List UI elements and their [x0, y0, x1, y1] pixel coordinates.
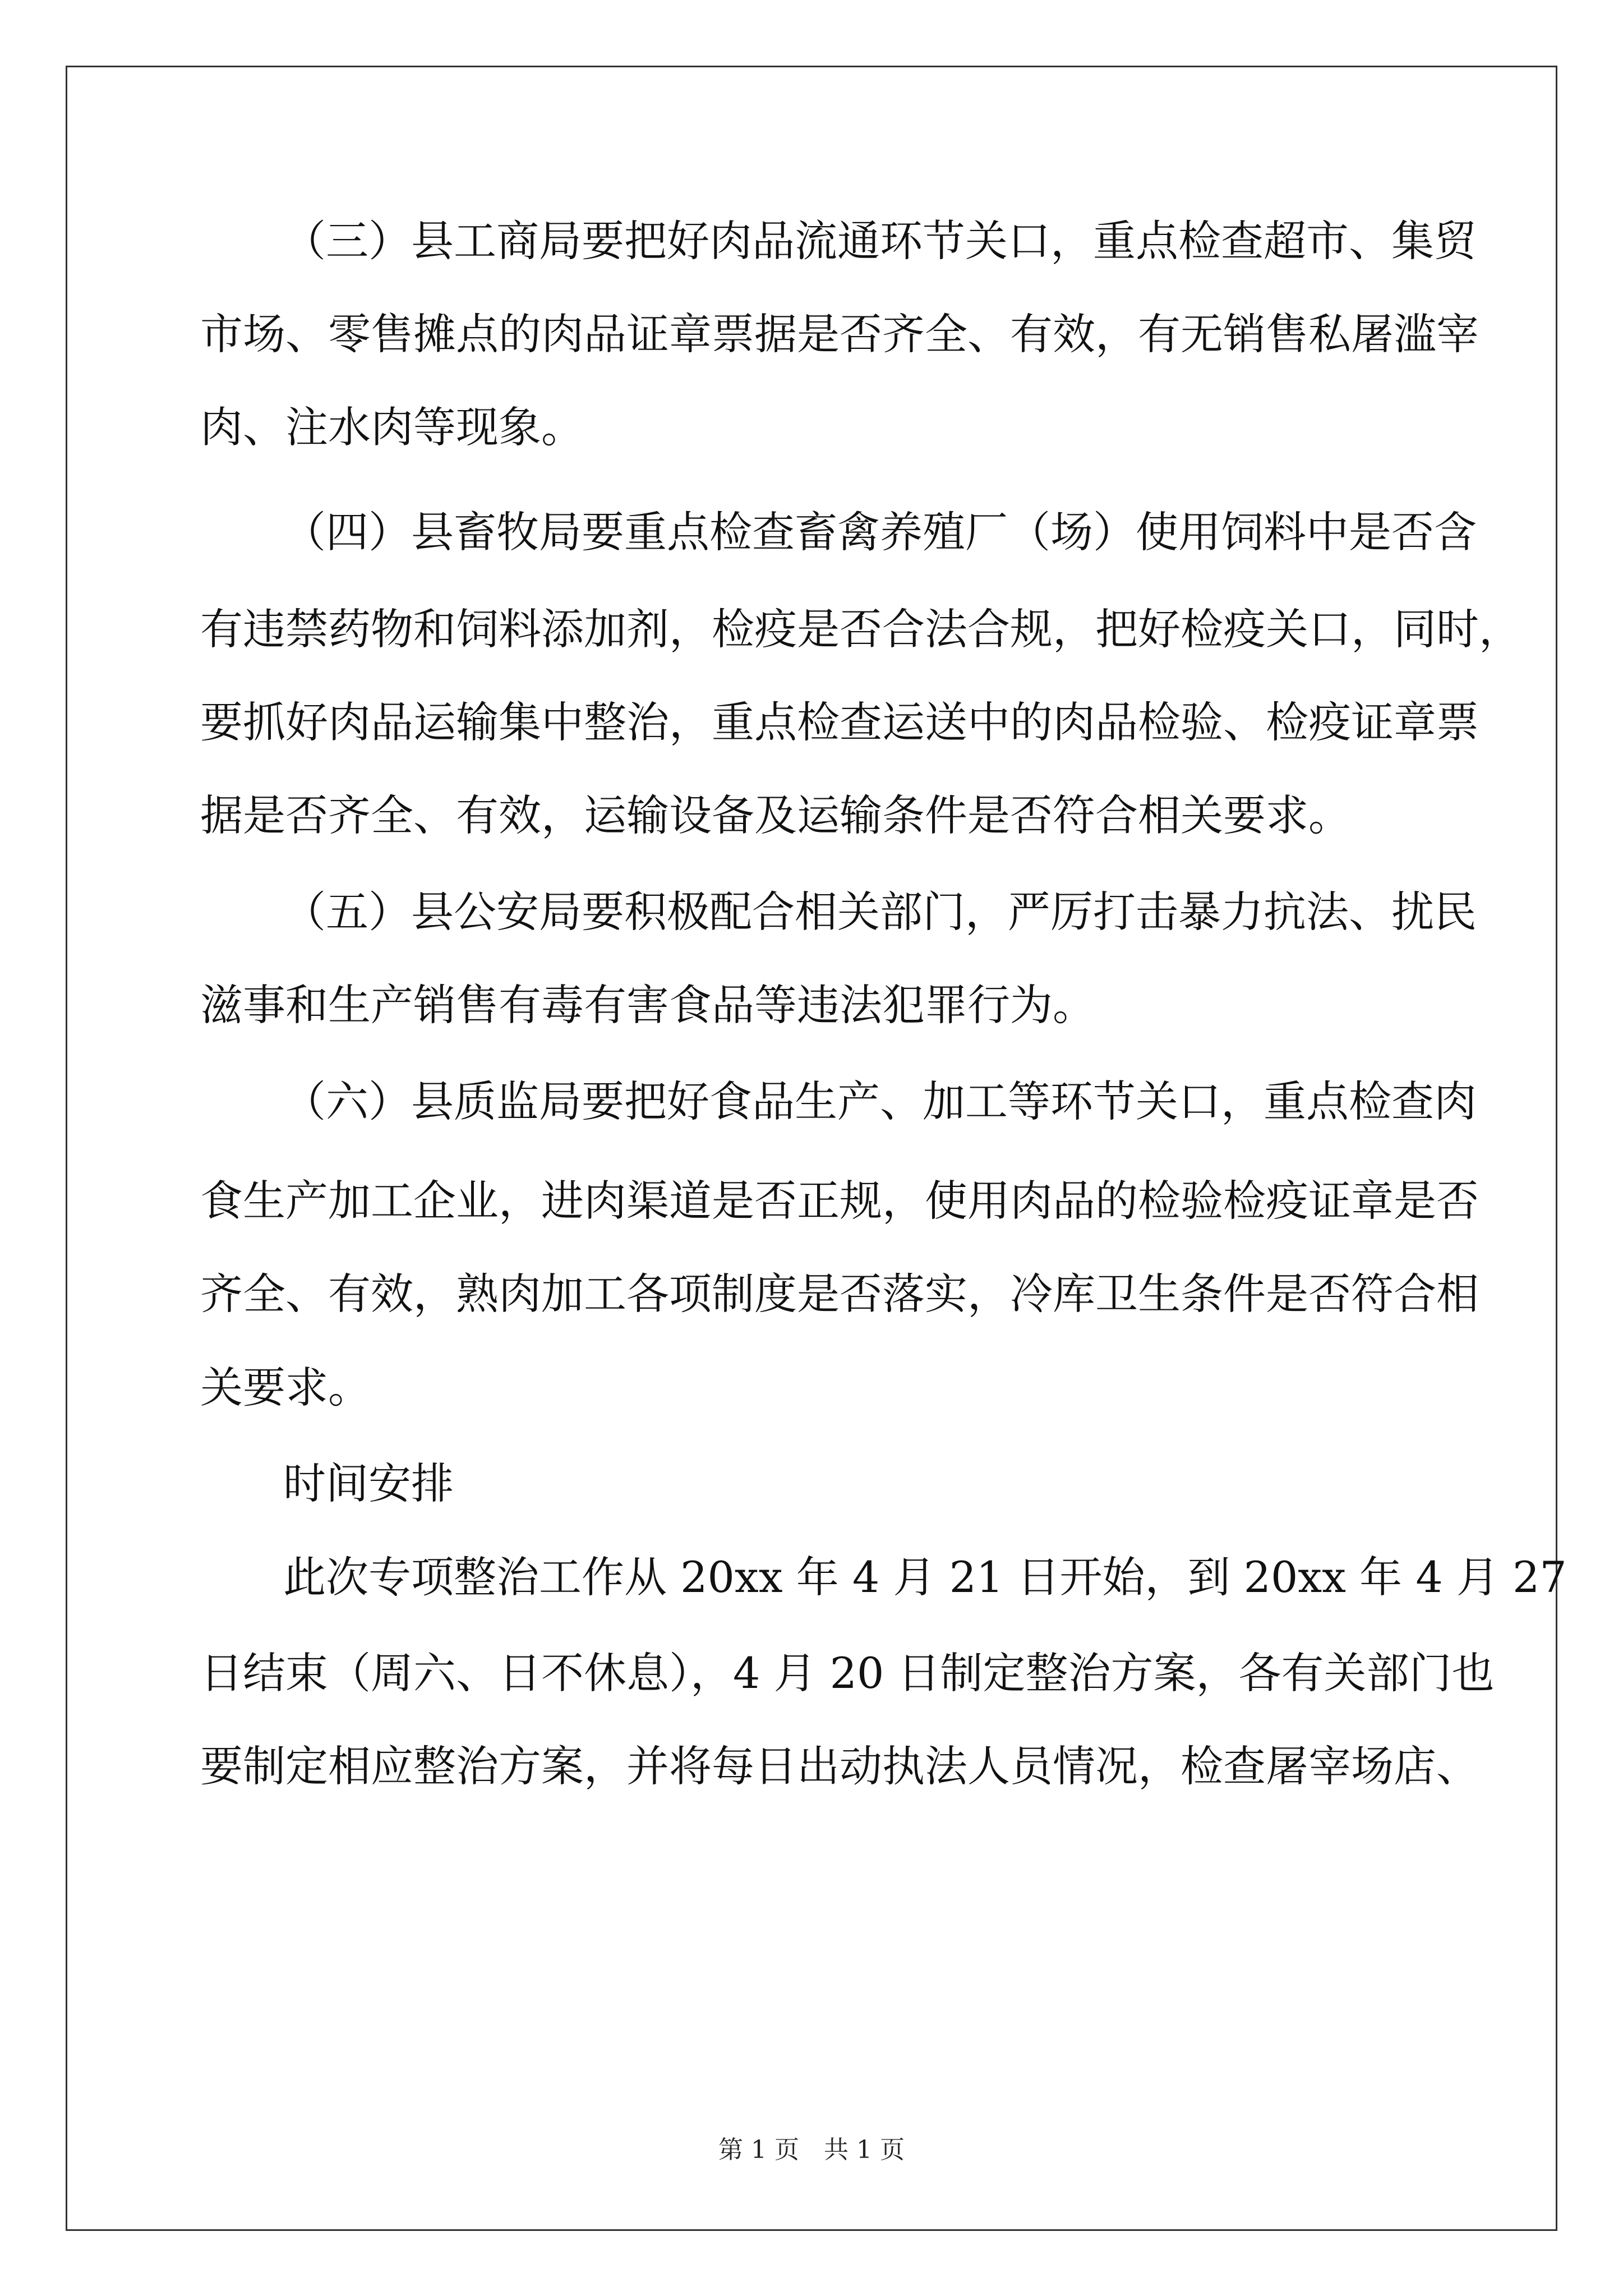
- paragraph-line: 此次专项整治工作从 20xx 年 4 月 21 日开始，到 20xx 年 4 月 27: [283, 1552, 1567, 1602]
- paragraph-line: 市场、零售摊点的肉品证章票据是否齐全、有效，有无销售私屠滥宰: [200, 309, 1479, 359]
- paragraph-line: 关要求。: [200, 1363, 371, 1412]
- paragraph-line: 有违禁药物和饲料添加剂，检疫是否合法合规，把好检疫关口，同时，: [200, 604, 1521, 654]
- page-border: [66, 66, 1567, 2231]
- paragraph-line: 据是否齐全、有效，运输设备及运输条件是否符合相关要求。: [200, 790, 1351, 840]
- paragraph-line: 日结束（周六、日不休息），4 月 20 日制定整治方案，各有关部门也: [200, 1648, 1495, 1698]
- paragraph-line: 齐全、有效，熟肉加工各项制度是否落实，冷库卫生条件是否符合相: [200, 1269, 1479, 1319]
- paragraph-line: 滋事和生产销售有毒有害食品等违法犯罪行为。: [200, 980, 1095, 1030]
- section-heading: 时间安排: [283, 1458, 454, 1508]
- paragraph-line: 要制定相应整治方案，并将每日出动执法人员情况，检查屠宰场店、: [200, 1741, 1479, 1791]
- paragraph-line: 要抓好肉品运输集中整治，重点检查运送中的肉品检验、检疫证章票: [200, 697, 1479, 747]
- paragraph-line: （五）县公安局要积极配合相关部门，严厉打击暴力抗法、扰民: [283, 887, 1477, 937]
- page-footer: 第 1 页 共 1 页: [718, 2136, 905, 2164]
- paragraph-line: （四）县畜牧局要重点检查畜禽养殖厂（场）使用饲料中是否含: [283, 507, 1477, 557]
- paragraph-line: 食生产加工企业，进肉渠道是否正规，使用肉品的检验检疫证章是否: [200, 1176, 1479, 1226]
- paragraph-line: 肉、注水肉等现象。: [200, 402, 584, 452]
- paragraph-line: （三）县工商局要把好肉品流通环节关口，重点检查超市、集贸: [283, 216, 1477, 266]
- paragraph-line: （六）县质监局要把好食品生产、加工等环节关口，重点检查肉: [283, 1076, 1477, 1126]
